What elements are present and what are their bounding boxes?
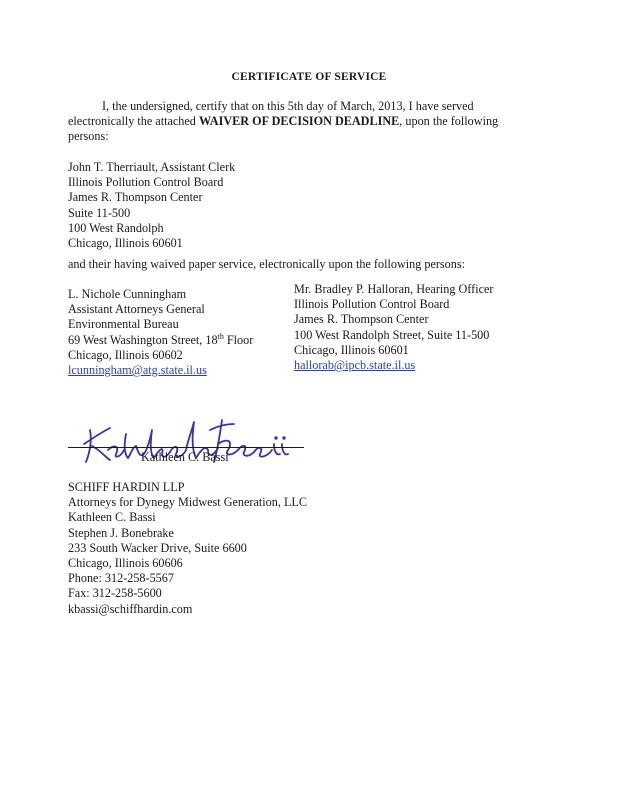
firm-name: SCHIFF HARDIN LLP	[68, 480, 185, 494]
firm-attorney: Kathleen C. Bassi	[68, 510, 156, 525]
firm-street: 233 South Wacker Drive, Suite 6600	[68, 540, 247, 555]
primary-recipient-line: 100 West Randolph	[68, 220, 164, 235]
waived-service-text	[68, 257, 465, 272]
page-title: CERTIFICATE OF SERVICE	[231, 71, 387, 83]
signer-name-text: Kathleen C. Bassi	[141, 450, 229, 464]
left-recipient-block	[68, 287, 253, 378]
primary-recipient-block	[68, 160, 235, 251]
left-recipient-street	[68, 333, 253, 348]
left-recipient-city: Chicago, Illinois 60602	[68, 347, 183, 362]
primary-recipient-line: Suite 11-500	[68, 205, 131, 220]
right-recipient-email-link[interactable]: hallorab@ipcb.state.il.us	[294, 358, 416, 373]
primary-recipient-line: James R. Thompson Center	[68, 190, 203, 205]
firm-attorney: Stephen J. Bonebrake	[68, 525, 174, 540]
left-recipient-email-link[interactable]: lcunningham@atg.state.il.us	[68, 363, 207, 378]
right-recipient-board: Illinois Pollution Control Board	[294, 297, 450, 312]
intro-text-after: , upon the following persons:	[68, 114, 499, 144]
intro-paragraph	[68, 99, 538, 145]
left-recipient-email-line	[68, 363, 253, 378]
right-recipient-name: Mr. Bradley P. Halloran, Hearing Officer	[294, 282, 494, 296]
firm-phone: Phone: 312-258-5567	[68, 571, 174, 586]
primary-recipient-line: Illinois Pollution Control Board	[68, 175, 224, 190]
intro-emphasis: WAIVER OF DECISION DEADLINE	[198, 114, 400, 129]
right-recipient-block	[294, 282, 493, 373]
right-recipient-email-line	[294, 358, 493, 373]
intro-text-before: I, the undersigned, certify that on this 5th day of March, 2013, I have served electronically the attached	[68, 99, 474, 129]
right-recipient-city: Chicago, Illinois 60601	[294, 342, 409, 357]
left-recipient-bureau: Environmental Bureau	[68, 317, 179, 332]
right-recipient-center: James R. Thompson Center	[294, 312, 429, 327]
left-recipient-title: Assistant Attorneys General	[68, 302, 205, 317]
signature-line	[68, 447, 304, 448]
right-recipient-street: 100 West Randolph Street, Suite 11-500	[294, 327, 490, 342]
primary-recipient-line: John T. Therriault, Assistant Clerk	[68, 160, 236, 174]
waived-service-line: and their having waived paper service, electronically upon the following persons:	[68, 257, 465, 271]
primary-recipient-line: Chicago, Illinois 60601	[68, 236, 183, 251]
firm-block	[68, 480, 307, 617]
ordinal-suffix: th	[217, 331, 224, 341]
firm-fax: Fax: 312-258-5600	[68, 586, 162, 601]
firm-email: kbassi@schiffhardin.com	[68, 601, 193, 616]
left-recipient-street-suffix: Floor	[223, 332, 254, 347]
firm-city: Chicago, Illinois 60606	[68, 556, 183, 571]
left-recipient-name: L. Nichole Cunningham	[68, 287, 187, 301]
firm-client: Attorneys for Dynegy Midwest Generation, LLC	[68, 495, 307, 510]
signer-name	[141, 450, 229, 465]
left-recipient-street-text: 69 West Washington Street, 18	[68, 332, 218, 347]
